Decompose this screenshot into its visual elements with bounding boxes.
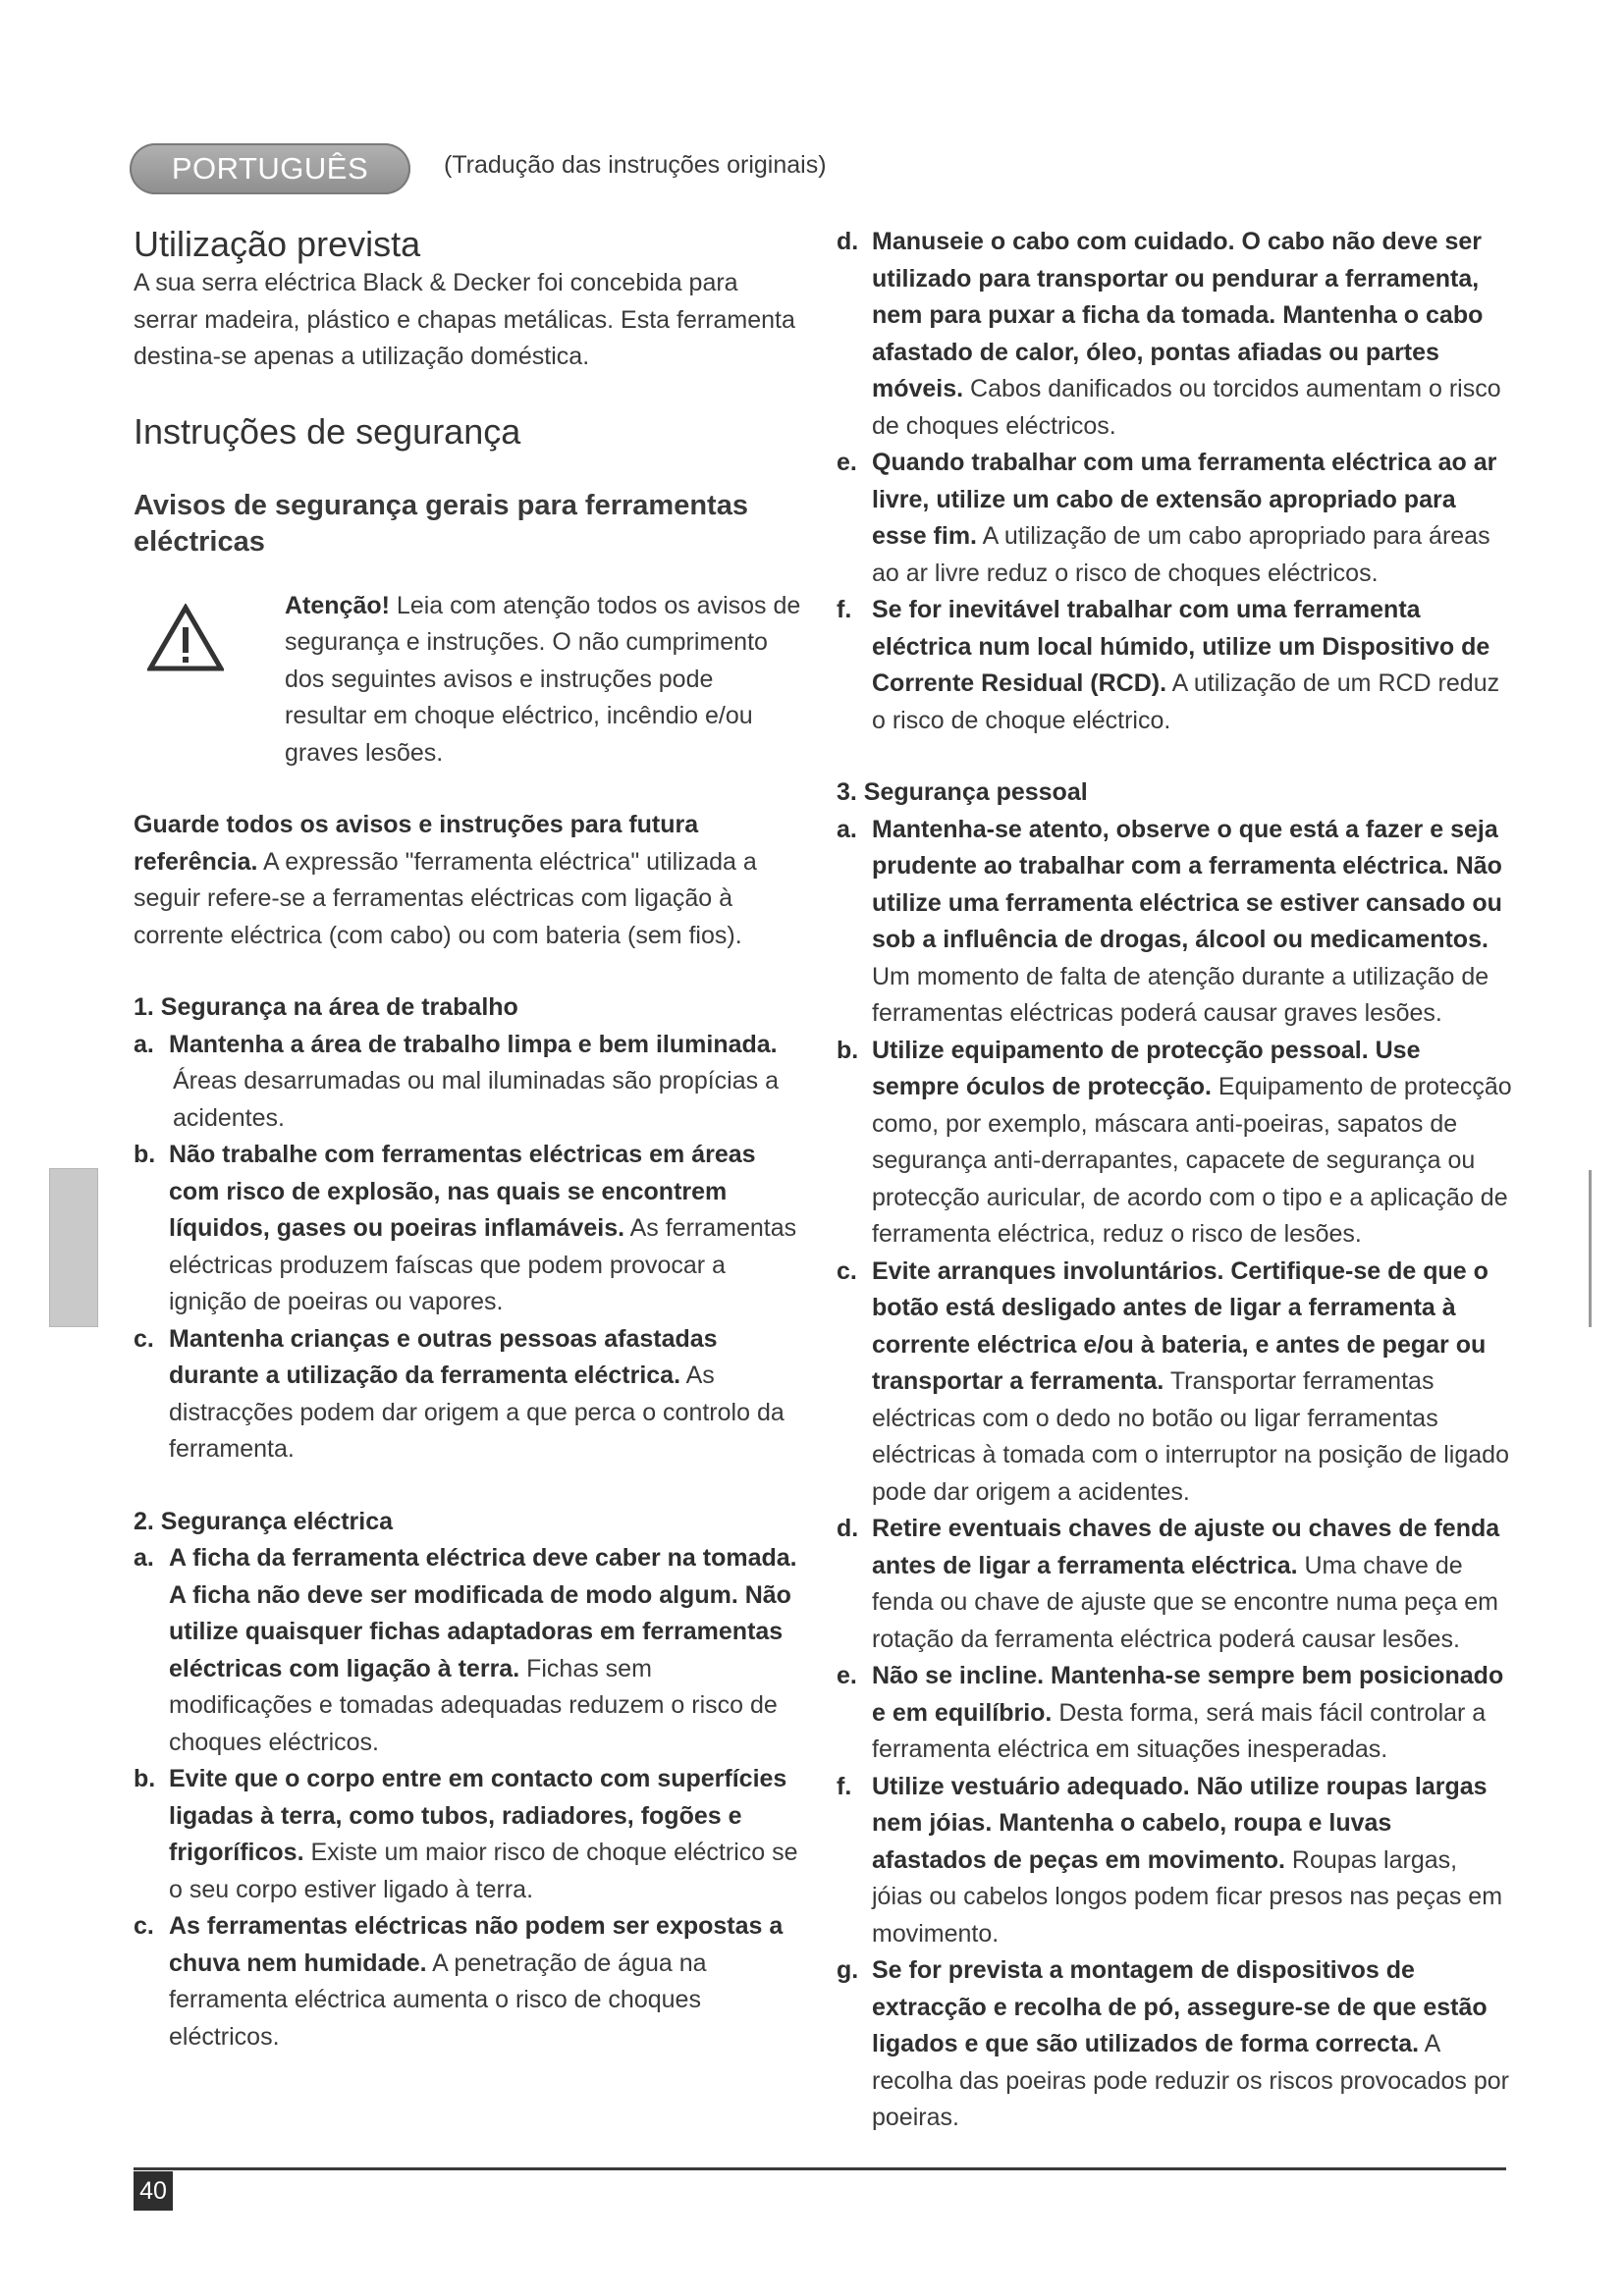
translation-note: (Tradução das instruções originais) bbox=[444, 151, 827, 179]
list-item bbox=[837, 445, 1512, 592]
item-bold: A ficha da ferramenta eléctrica deve caber na tomada. A ficha não deve ser modificada de modo algum. Não utilize quaisquer fichas adaptadoras em ferramentas eléctricas com ligação à terra. bbox=[169, 1544, 797, 1682]
item-bold: Se for prevista a montagem de dispositivos de extracção e recolha de pó, assegure-se de que estão ligados e que são utilizados de forma correcta. bbox=[872, 1956, 1488, 2057]
list-item bbox=[134, 1137, 801, 1321]
item-bold: Evite arranques involuntários. Certifique-se de que o botão está desligado antes de ligar a ferramenta à corrente eléctrica e/ou à bateria, e antes de pegar ou transportar a ferramenta. bbox=[872, 1256, 1489, 1395]
item-label: f. bbox=[837, 596, 852, 623]
list-item bbox=[837, 592, 1512, 739]
item-label: e. bbox=[837, 449, 857, 476]
item-label: c. bbox=[134, 1912, 154, 1940]
item-body: As distracções podem dar origem a que perca o controlo da ferramenta. bbox=[169, 1362, 785, 1463]
list-item bbox=[837, 1658, 1512, 1769]
item-label: f. bbox=[837, 1772, 852, 1800]
warning-label: Atenção! bbox=[285, 591, 390, 619]
item-bold: Utilize equipamento de protecção pessoal. Use sempre óculos de protecção. bbox=[872, 1036, 1421, 1100]
list-item bbox=[837, 1033, 1512, 1254]
list-item bbox=[837, 1769, 1512, 1953]
item-body: Desta forma, será mais fácil controlar a ferramenta eléctrica em situações inesperadas. bbox=[872, 1698, 1487, 1763]
item-bold: Se for inevitável trabalhar com uma ferramenta eléctrica num local húmido, utilize um Dispositivo de Corrente Residual (RCD). bbox=[872, 596, 1490, 697]
keep-instructions-bold: Guarde todos os avisos e instruções para futura referência. bbox=[134, 811, 699, 876]
item-bold: Utilize vestuário adequado. Não utilize roupas largas nem jóias. Mantenha o cabelo, roupa e luvas afastados de peças em movimento. bbox=[872, 1772, 1488, 1874]
list-item bbox=[837, 1952, 1512, 2137]
item-bold: Mantenha-se atento, observe o que está a fazer e seja prudente ao trabalhar com a ferramenta eléctrica. Não utilize uma ferramenta eléctrica se estiver cansado ou sob a influência de drogas, álcool ou medicamentos. bbox=[872, 815, 1502, 953]
list-item bbox=[134, 1761, 801, 1908]
item-label: c. bbox=[837, 1256, 857, 1285]
item-body: Existe um maior risco de choque eléctrico se o seu corpo estiver ligado à terra. bbox=[169, 1839, 798, 1903]
list-item bbox=[134, 1027, 801, 1138]
general-warnings-heading: Avisos de segurança gerais para ferramentas eléctricas bbox=[134, 489, 748, 558]
list-item bbox=[837, 1511, 1512, 1658]
list-item bbox=[134, 1321, 801, 1468]
intended-use-heading: Utilização prevista bbox=[134, 224, 421, 264]
item-label: a. bbox=[134, 1030, 154, 1058]
list-item bbox=[134, 1540, 801, 1761]
intended-use-text: A sua serra eléctrica Black & Decker foi concebida para serrar madeira, plástico e chapas metálicas. Esta ferramenta destina-se apenas a utilização doméstica. bbox=[134, 269, 795, 370]
section-3-title: 3. Segurança pessoal bbox=[837, 778, 1088, 806]
keep-instructions-paragraph bbox=[134, 807, 801, 954]
item-bold: As ferramentas eléctricas não podem ser expostas a chuva nem humidade. bbox=[169, 1912, 784, 1977]
left-column bbox=[134, 224, 801, 2056]
item-body: A utilização de um cabo apropriado para áreas ao ar livre reduz o risco de choques eléctricos. bbox=[872, 522, 1490, 587]
item-body: As ferramentas eléctricas produzem faíscas que podem provocar a ignição de poeiras ou vapores. bbox=[169, 1214, 797, 1315]
item-label: d. bbox=[837, 1515, 859, 1542]
page-number: 40 bbox=[134, 2171, 173, 2211]
item-body: Áreas desarrumadas ou mal iluminadas são propícias a acidentes. bbox=[173, 1067, 779, 1132]
item-body: Uma chave de fenda ou chave de ajuste que se encontre numa peça em rotação da ferramenta eléctrica poderá causar lesões. bbox=[872, 1551, 1498, 1653]
item-body: Cabos danificados ou torcidos aumentam o risco de choques eléctricos. bbox=[872, 375, 1501, 440]
warning-triangle-icon bbox=[134, 588, 255, 773]
item-label: c. bbox=[134, 1324, 154, 1353]
footer-rule bbox=[134, 2167, 1506, 2170]
item-bold: Mantenha crianças e outras pessoas afastadas durante a utilização da ferramenta eléctrica. bbox=[169, 1324, 718, 1389]
item-label: b. bbox=[134, 1141, 156, 1168]
item-label: e. bbox=[837, 1662, 857, 1689]
item-bold: Manuseie o cabo com cuidado. O cabo não deve ser utilizado para transportar ou pendurar a ferramenta, nem para puxar a ficha da tomada. Mantenha o cabo afastado de calor, óleo, pontas afiadas ou partes móveis. bbox=[872, 228, 1484, 402]
item-body: A recolha das poeiras pode reduzir os riscos provocados por poeiras. bbox=[872, 2030, 1509, 2131]
language-badge: PORTUGUÊS bbox=[130, 143, 410, 194]
item-body: A penetração de água na ferramenta eléctrica aumenta o risco de choques eléctricos. bbox=[169, 1949, 707, 2051]
list-item bbox=[837, 1254, 1512, 1512]
section-1-title: 1. Segurança na área de trabalho bbox=[134, 993, 518, 1021]
item-label: b. bbox=[134, 1765, 156, 1792]
item-label: b. bbox=[837, 1036, 859, 1064]
item-body: Equipamento de protecção como, por exemplo, máscara anti-poeiras, sapatos de segurança anti-derrapantes, capacete de segurança ou protecção auricular, de acordo com o tipo e a aplicação de ferramenta eléctrica, reduz o risco de lesões. bbox=[872, 1073, 1512, 1248]
item-bold: Quando trabalhar com uma ferramenta eléctrica ao ar livre, utilize um cabo de extensão apropriado para esse fim. bbox=[872, 449, 1497, 550]
item-label: a. bbox=[134, 1544, 154, 1572]
item-bold: Não trabalhe com ferramentas eléctricas em áreas com risco de explosão, nas quais se encontrem líquidos, gases ou poeiras inflamáveis. bbox=[169, 1141, 756, 1242]
list-item bbox=[837, 812, 1512, 1033]
keep-instructions-body: A expressão "ferramenta eléctrica" utilizada a seguir refere-se a ferramentas eléctricas com ligação à corrente eléctrica (com cabo) ou com bateria (sem fios). bbox=[134, 847, 757, 949]
right-column bbox=[837, 224, 1512, 2137]
item-label: d. bbox=[837, 228, 859, 255]
warning-text bbox=[255, 588, 801, 773]
item-body: Roupas largas, jóias ou cabelos longos podem ficar presos nas peças em movimento. bbox=[872, 1845, 1503, 1948]
side-thumb-tab bbox=[49, 1168, 98, 1327]
item-body: Transportar ferramentas eléctricas com o dedo no botão ou ligar ferramentas eléctricas à tomada com o interruptor na posição de ligado pode dar origem a acidentes. bbox=[872, 1367, 1509, 1506]
item-body: A utilização de um RCD reduz o risco de choque eléctrico. bbox=[872, 669, 1500, 734]
list-item bbox=[134, 1908, 801, 2056]
item-bold: Retire eventuais chaves de ajuste ou chaves de fenda antes de ligar a ferramenta eléctrica. bbox=[872, 1515, 1500, 1579]
item-body: Um momento de falta de atenção durante a utilização de ferramentas eléctricas poderá causar graves lesões. bbox=[872, 962, 1489, 1027]
item-bold: Não se incline. Mantenha-se sempre bem posicionado e em equilíbrio. bbox=[872, 1662, 1504, 1727]
item-bold: Mantenha a área de trabalho limpa e bem iluminada. bbox=[169, 1030, 778, 1058]
item-bold: Evite que o corpo entre em contacto com superfícies ligadas à terra, como tubos, radiadores, fogões e frigoríficos. bbox=[169, 1765, 787, 1866]
side-margin-mark bbox=[1589, 1170, 1592, 1327]
item-label: a. bbox=[837, 815, 857, 843]
warning-body: Leia com atenção todos os avisos de segurança e instruções. O não cumprimento dos seguintes avisos e instruções pode resultar em choque eléctrico, incêndio e/ou graves lesões. bbox=[285, 591, 801, 767]
list-item bbox=[837, 224, 1512, 445]
section-2-title: 2. Segurança eléctrica bbox=[134, 1507, 394, 1535]
item-label: g. bbox=[837, 1956, 859, 1984]
item-body: Fichas sem modificações e tomadas adequadas reduzem o risco de choques eléctricos. bbox=[169, 1654, 778, 1756]
safety-instructions-heading: Instruções de segurança bbox=[134, 410, 521, 452]
warning-block bbox=[134, 588, 801, 773]
